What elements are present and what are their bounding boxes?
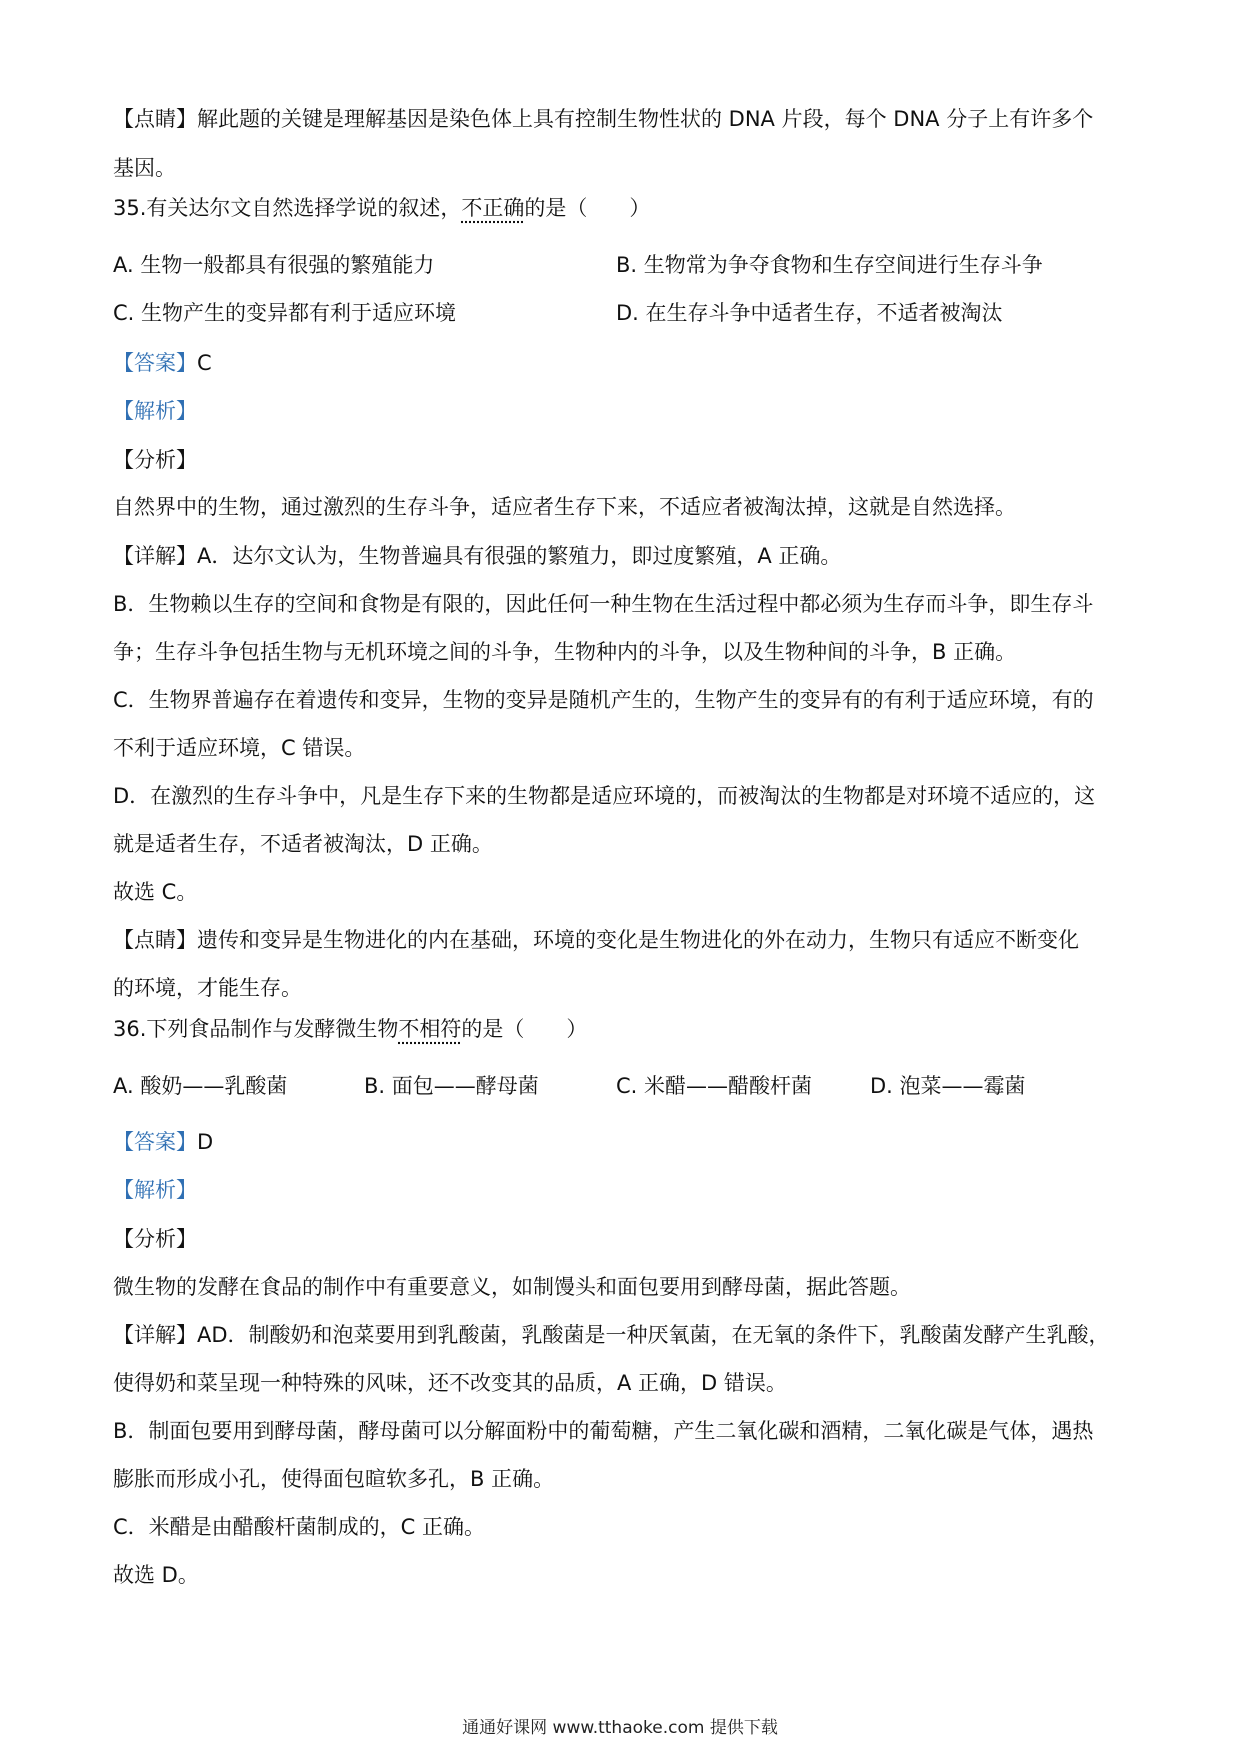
q35-detail-line: 争；生存斗争包括生物与无机环境之间的斗争，生物种内的斗争，以及生物种间的斗争，B 正确。 xyxy=(113,640,1017,664)
q35-detail-line: 【详解】A．达尔文认为，生物普遍具有很强的繁殖力，即过度繁殖，A 正确。 xyxy=(113,544,842,568)
q36-answer-value: D xyxy=(197,1130,214,1154)
q35-stem-prefix: 35.有关达尔文自然选择学说的叙述， xyxy=(113,196,462,220)
q36-option-d: D. 泡菜——霉菌 xyxy=(870,1074,1026,1098)
q36-fenxi-text: 微生物的发酵在食品的制作中有重要意义，如制馒头和面包要用到酵母菌，据此答题。 xyxy=(113,1275,911,1299)
q36-option-b: B. 面包——酵母菌 xyxy=(364,1074,539,1098)
q36-fenxi-label: 【分析】 xyxy=(113,1227,197,1251)
q35-stem-emphasis: 不正确 xyxy=(461,196,525,220)
q35-tip-line2: 的环境，才能生存。 xyxy=(113,976,302,1000)
q35-option-c: C. 生物产生的变异都有利于适应环境 xyxy=(113,301,457,325)
q36-answer xyxy=(113,1127,1133,1157)
q36-detail-line: B．制面包要用到酵母菌，酵母菌可以分解面粉中的葡萄糖，产生二氧化碳和酒精，二氧化碳是气体，遇热 xyxy=(113,1419,1094,1443)
q35-conclusion: 故选 C。 xyxy=(113,880,198,904)
q35-answer-label: 【答案】 xyxy=(113,351,197,375)
q36-answer-label: 【答案】 xyxy=(113,1130,197,1154)
q35-analysis-label: 【解析】 xyxy=(113,399,197,423)
q35-option-b: B. 生物常为争夺食物和生存空间进行生存斗争 xyxy=(616,253,1043,277)
q35-detail-line: 不利于适应环境，C 错误。 xyxy=(113,736,366,760)
q35-option-d: D. 在生存斗争中适者生存，不适者被淘汰 xyxy=(616,301,1003,325)
q36-detail-line: 【详解】AD．制酸奶和泡菜要用到乳酸菌，乳酸菌是一种厌氧菌，在无氧的条件下，乳酸菌发酵产生乳酸， xyxy=(113,1323,1110,1347)
q36-conclusion: 故选 D。 xyxy=(113,1563,199,1587)
q35-detail-line: D．在激烈的生存斗争中，凡是生存下来的生物都是适应环境的，而被淘汰的生物都是对环境不适应的，这 xyxy=(113,784,1096,808)
page-footer: 通通好课网 www.tthaoke.com 提供下载 xyxy=(462,1718,778,1738)
q35-answer-value: C xyxy=(197,351,212,375)
q36-detail-line: C．米醋是由醋酸杆菌制成的，C 正确。 xyxy=(113,1515,485,1539)
q36-stem xyxy=(113,1014,1133,1044)
q36-option-a: A. 酸奶——乳酸菌 xyxy=(113,1074,288,1098)
q35-tip-line1: 【点睛】遗传和变异是生物进化的内在基础，环境的变化是生物进化的外在动力，生物只有适应不断变化 xyxy=(113,928,1079,952)
q35-stem-suffix: 的是（ ） xyxy=(524,196,651,220)
q35-stem xyxy=(113,193,1133,223)
q35-detail-line: B．生物赖以生存的空间和食物是有限的，因此任何一种生物在生活过程中都必须为生存而斗争，即生存斗 xyxy=(113,592,1094,616)
q36-detail-line: 膨胀而形成小孔，使得面包暄软多孔，B 正确。 xyxy=(113,1467,555,1491)
q35-detail-line: C．生物界普遍存在着遗传和变异，生物的变异是随机产生的，生物产生的变异有的有利于适应环境，有的 xyxy=(113,688,1094,712)
q35-answer xyxy=(113,348,1133,378)
q34-tip-line1: 【点睛】解此题的关键是理解基因是染色体上具有控制生物性状的 DNA 片段，每个 DNA 分子上有许多个 xyxy=(113,107,1094,131)
q35-detail-line: 就是适者生存，不适者被淘汰，D 正确。 xyxy=(113,832,493,856)
q35-option-a: A. 生物一般都具有很强的繁殖能力 xyxy=(113,253,435,277)
q34-tip-line2: 基因。 xyxy=(113,156,176,180)
q36-stem-emphasis: 不相符 xyxy=(398,1017,462,1041)
q36-analysis-label: 【解析】 xyxy=(113,1178,197,1202)
q36-option-c: C. 米醋——醋酸杆菌 xyxy=(616,1074,813,1098)
q35-fenxi-label: 【分析】 xyxy=(113,448,197,472)
q36-detail-line: 使得奶和菜呈现一种特殊的风味，还不改变其的品质，A 正确，D 错误。 xyxy=(113,1371,787,1395)
q36-stem-suffix: 的是（ ） xyxy=(461,1017,588,1041)
q35-fenxi-text: 自然界中的生物，通过激烈的生存斗争，适应者生存下来，不适应者被淘汰掉，这就是自然选择。 xyxy=(113,495,1016,519)
q36-stem-prefix: 36.下列食品制作与发酵微生物 xyxy=(113,1017,399,1041)
